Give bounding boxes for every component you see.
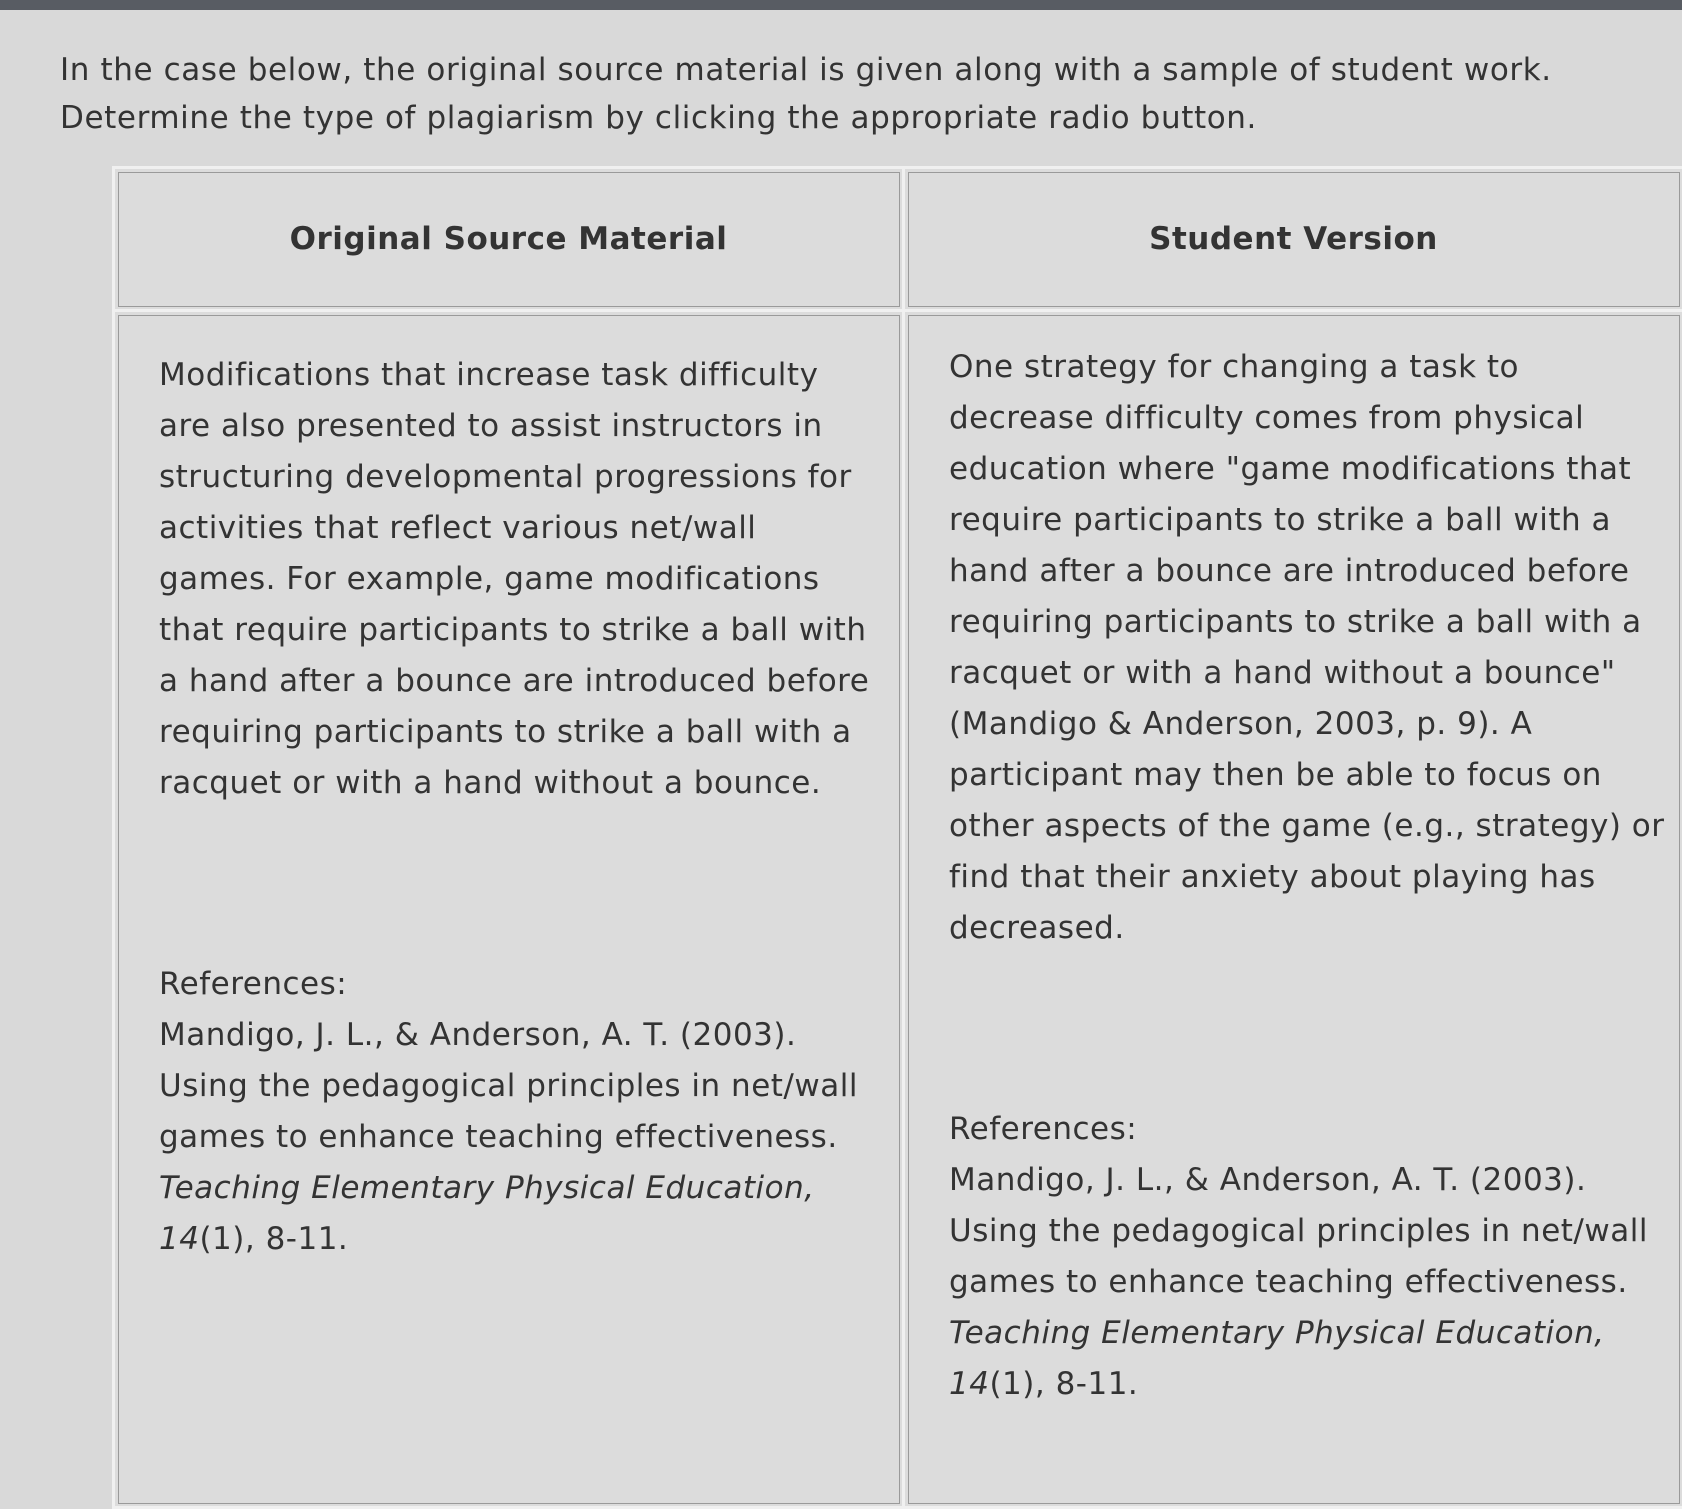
original-reference-journal: Teaching Elementary Physical Education, 14 — [159, 1170, 815, 1257]
student-version-text: One strategy for changing a task to decrease difficulty comes from physical education where "game modifications that require participants to strike a ball with a hand after a bounce are introduced before requiring participants to strike a ball with a racquet or with a hand without a bounce" (Mandigo & Anderson, 2003, p. 9). A participant may then be able to focus on other aspects of the game (e.g., strategy) or find that their anxiety about playing has decreased. — [949, 349, 1665, 946]
original-source-cell — [114, 311, 904, 1508]
original-source-text: Modifications that increase task difficulty are also presented to assist instructors in structuring developmental progressions for activities that reflect various net/wall games. For example, game modifications that require participants to strike a ball with a hand after a bounce are introduced before requiring participants to strike a ball with a racquet or with a hand without a bounce. — [159, 357, 870, 801]
student-reference-entry — [949, 1155, 1672, 1410]
header-original-source: Original Source Material — [114, 168, 904, 311]
instructions-line-2: Determine the type of plagiarism by clicking the appropriate radio button. — [60, 100, 1257, 136]
instructions-line-1: In the case below, the original source material is given along with a sample of student work. — [60, 52, 1552, 88]
student-reference-plain: Mandigo, J. L., & Anderson, A. T. (2003). Using the pedagogical principles in net/wall games to enhance teaching effectiveness. — [949, 1162, 1648, 1300]
student-reference-journal: Teaching Elementary Physical Education, 14 — [949, 1315, 1605, 1402]
window-top-bar — [0, 0, 1682, 10]
original-reference-tail: (1), 8-11. — [199, 1221, 349, 1257]
case-table — [112, 166, 1682, 1509]
original-references-label: References: — [159, 966, 348, 1002]
student-reference-tail: (1), 8-11. — [989, 1366, 1139, 1402]
original-reference-plain: Mandigo, J. L., & Anderson, A. T. (2003). Using the pedagogical principles in net/wall games to enhance teaching effectiveness. — [159, 1017, 858, 1155]
student-version-cell — [904, 311, 1682, 1508]
instructions — [60, 46, 1640, 142]
student-references-label: References: — [949, 1111, 1138, 1147]
original-reference-entry — [159, 1010, 872, 1265]
header-student-version: Student Version — [904, 168, 1682, 311]
table-body-row — [114, 311, 1682, 1508]
table-header-row — [114, 168, 1682, 311]
